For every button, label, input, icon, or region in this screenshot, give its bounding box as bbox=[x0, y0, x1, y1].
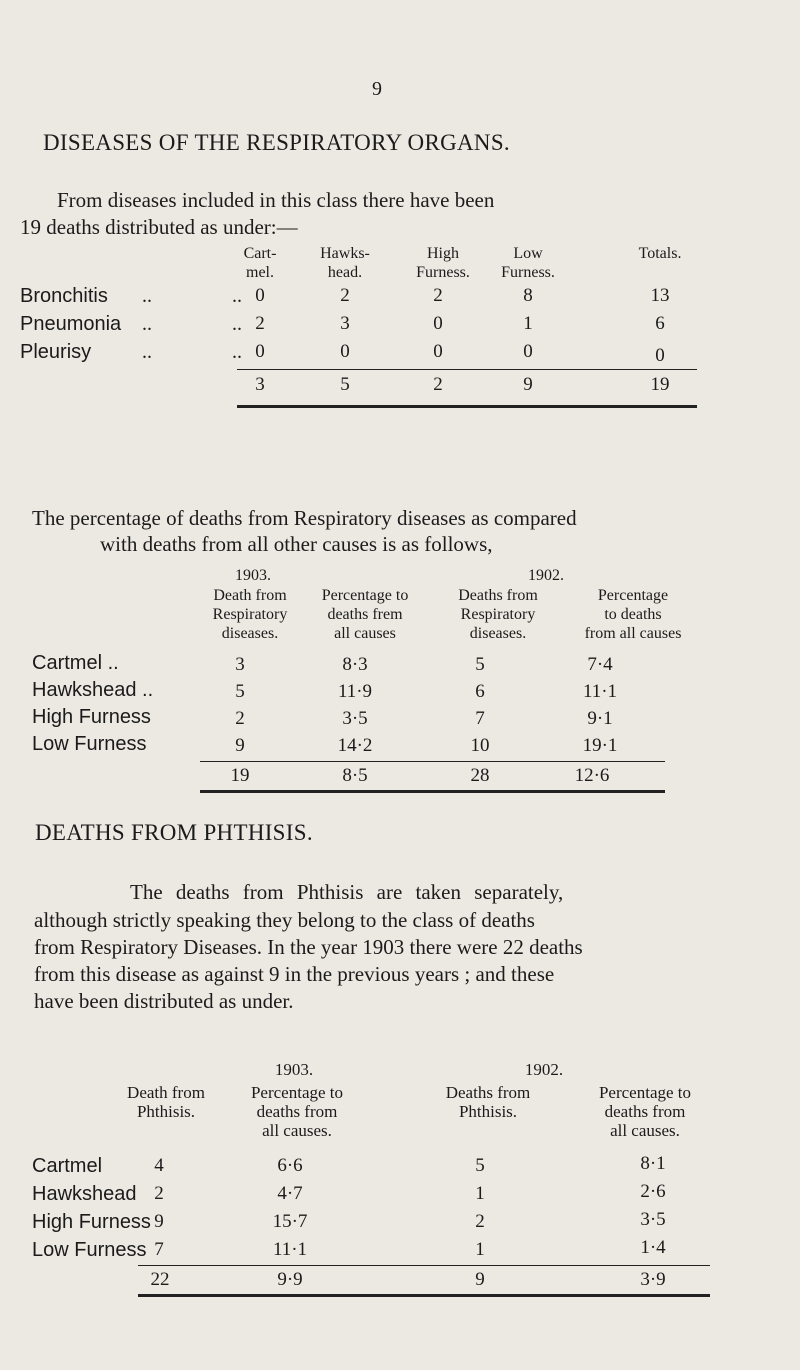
cell: 11·9 bbox=[337, 681, 373, 702]
cell: 2 bbox=[433, 285, 443, 306]
t3-col-header-pct-1902: Percentage to deaths from all causes. bbox=[598, 1083, 692, 1140]
t3-col-header-deaths-1902: Deaths from Phthisis. bbox=[445, 1083, 531, 1121]
cell: 11·1 bbox=[582, 681, 618, 702]
t1-col-header-high-furness: High Furness. bbox=[416, 245, 470, 281]
intro-line-2: 19 deaths distributed as under:— bbox=[20, 215, 298, 239]
pct-intro-line-1: The percentage of deaths from Respiratory diseases as compared bbox=[32, 506, 577, 530]
cell: 3 bbox=[340, 313, 350, 334]
row-label: High Furness bbox=[32, 1211, 151, 1233]
t3-year-1902: 1902. bbox=[524, 1060, 564, 1079]
cell: 0 bbox=[340, 341, 350, 362]
row-label: Hawkshead bbox=[32, 1183, 137, 1205]
t2-year-1903: 1903. bbox=[235, 567, 271, 584]
row-label: Pleurisy bbox=[20, 341, 92, 363]
cell: 7 bbox=[475, 708, 485, 729]
cell: 0 bbox=[255, 285, 265, 306]
cell: 9·1 bbox=[587, 708, 613, 729]
cell: 4 bbox=[154, 1155, 164, 1176]
phthisis-para-line-4: from this disease as against 9 in the previous years ; and these bbox=[34, 962, 555, 986]
total-cell: 22 bbox=[150, 1269, 170, 1290]
cell: 3·5 bbox=[640, 1209, 666, 1230]
total-cell: 2 bbox=[433, 374, 443, 395]
cell: 0 bbox=[433, 341, 443, 362]
total-cell: 19 bbox=[230, 765, 250, 786]
cell: 2·6 bbox=[640, 1181, 666, 1202]
cell: 0 bbox=[433, 313, 443, 334]
cell: 5 bbox=[235, 681, 245, 702]
pct-intro-line-2: with deaths from all other causes is as follows, bbox=[100, 532, 493, 556]
row-leader: .. bbox=[142, 341, 152, 363]
cell: 11·1 bbox=[272, 1239, 308, 1260]
cell: 14·2 bbox=[337, 735, 373, 756]
total-cell: 3·9 bbox=[640, 1269, 666, 1290]
cell: 1 bbox=[475, 1239, 485, 1260]
cell: 8·1 bbox=[640, 1153, 666, 1174]
row-leader: .. bbox=[142, 313, 152, 335]
cell: 5 bbox=[475, 654, 485, 675]
row-label: Bronchitis bbox=[20, 285, 108, 307]
cell: 3·5 bbox=[342, 708, 368, 729]
cell: 7 bbox=[154, 1239, 164, 1260]
cell: 3 bbox=[235, 654, 245, 675]
row-leader: .. bbox=[232, 341, 242, 363]
intro-line-1: From diseases included in this class there have been bbox=[57, 188, 495, 212]
total-cell: 28 bbox=[470, 765, 490, 786]
section-heading-respiratory: DISEASES OF THE RESPIRATORY ORGANS. bbox=[43, 130, 510, 155]
t1-col-header-totals: Totals. bbox=[638, 245, 682, 262]
total-cell: 9·9 bbox=[277, 1269, 303, 1290]
total-cell: 9 bbox=[475, 1269, 485, 1290]
total-cell: 19 bbox=[650, 374, 670, 395]
cell: 2 bbox=[235, 708, 245, 729]
row-label: Cartmel bbox=[32, 1155, 103, 1177]
t2-year-1902: 1902. bbox=[528, 567, 564, 584]
cell: 2 bbox=[255, 313, 265, 334]
cell: 19·1 bbox=[582, 735, 618, 756]
cell: 7·4 bbox=[587, 654, 613, 675]
cell: 6 bbox=[475, 681, 485, 702]
row-leader: .. bbox=[142, 285, 152, 307]
cell: 6·6 bbox=[277, 1155, 303, 1176]
t1-col-header-cartmel: Cart- mel. bbox=[243, 245, 277, 281]
t3-col-header-deaths-1903: Death from Phthisis. bbox=[127, 1083, 205, 1121]
row-label: Pneumonia bbox=[20, 313, 122, 335]
phthisis-para-line-1: The deaths from Phthisis are taken separately, bbox=[130, 880, 564, 904]
t1-sum-rule bbox=[237, 369, 697, 370]
cell: 4·7 bbox=[277, 1183, 303, 1204]
cell: 13 bbox=[650, 285, 670, 306]
cell: 8·3 bbox=[342, 654, 368, 675]
cell: 1·4 bbox=[640, 1237, 666, 1258]
cell: 2 bbox=[154, 1183, 164, 1204]
cell: 9 bbox=[154, 1211, 164, 1232]
phthisis-para-line-2: although strictly speaking they belong to the class of deaths bbox=[34, 908, 535, 932]
t2-end-rule bbox=[200, 790, 665, 793]
t3-end-rule bbox=[138, 1294, 710, 1297]
total-cell: 9 bbox=[523, 374, 533, 395]
t3-sum-rule bbox=[138, 1265, 710, 1266]
cell: 0 bbox=[523, 341, 533, 362]
t2-sum-rule bbox=[200, 761, 665, 762]
t3-year-1903: 1903. bbox=[274, 1060, 314, 1079]
phthisis-para-line-5: have been distributed as under. bbox=[34, 989, 294, 1013]
phthisis-para-line-3: from Respiratory Diseases. In the year 1903 there were 22 deaths bbox=[34, 935, 583, 959]
cell: 0 bbox=[655, 345, 665, 366]
cell: 10 bbox=[470, 735, 490, 756]
t3-col-header-pct-1903: Percentage to deaths from all causes. bbox=[250, 1083, 344, 1140]
cell: 9 bbox=[235, 735, 245, 756]
section-heading-phthisis: DEATHS FROM PHTHISIS. bbox=[35, 820, 313, 845]
cell: 2 bbox=[475, 1211, 485, 1232]
cell: 1 bbox=[523, 313, 533, 334]
t1-col-header-hawkshead: Hawks- head. bbox=[320, 245, 370, 281]
row-label: Low Furness bbox=[32, 733, 147, 755]
page-number: 9 bbox=[372, 78, 382, 100]
row-label: Cartmel .. bbox=[32, 652, 119, 674]
row-label: High Furness bbox=[32, 706, 151, 728]
cell: 0 bbox=[255, 341, 265, 362]
cell: 1 bbox=[475, 1183, 485, 1204]
total-cell: 12·6 bbox=[574, 765, 610, 786]
cell: 2 bbox=[340, 285, 350, 306]
row-leader: .. bbox=[232, 285, 242, 307]
t1-end-rule bbox=[237, 405, 697, 408]
t1-col-header-low-furness: Low Furness. bbox=[501, 245, 555, 281]
total-cell: 3 bbox=[255, 374, 265, 395]
cell: 15·7 bbox=[272, 1211, 308, 1232]
row-label: Hawkshead .. bbox=[32, 679, 154, 701]
t2-col-header-pct-1902: Percentage to deaths from all causes bbox=[584, 587, 682, 642]
cell: 5 bbox=[475, 1155, 485, 1176]
row-leader: .. bbox=[232, 313, 242, 335]
total-cell: 5 bbox=[340, 374, 350, 395]
cell: 8 bbox=[523, 285, 533, 306]
t2-col-header-deaths-1902: Deaths from Respiratory diseases. bbox=[458, 587, 538, 642]
t2-col-header-pct-1903: Percentage to deaths frem all causes bbox=[321, 587, 409, 642]
row-label: Low Furness bbox=[32, 1239, 147, 1261]
t2-col-header-deaths-1903: Death from Respiratory diseases. bbox=[212, 587, 288, 642]
total-cell: 8·5 bbox=[342, 765, 368, 786]
cell: 6 bbox=[655, 313, 665, 334]
